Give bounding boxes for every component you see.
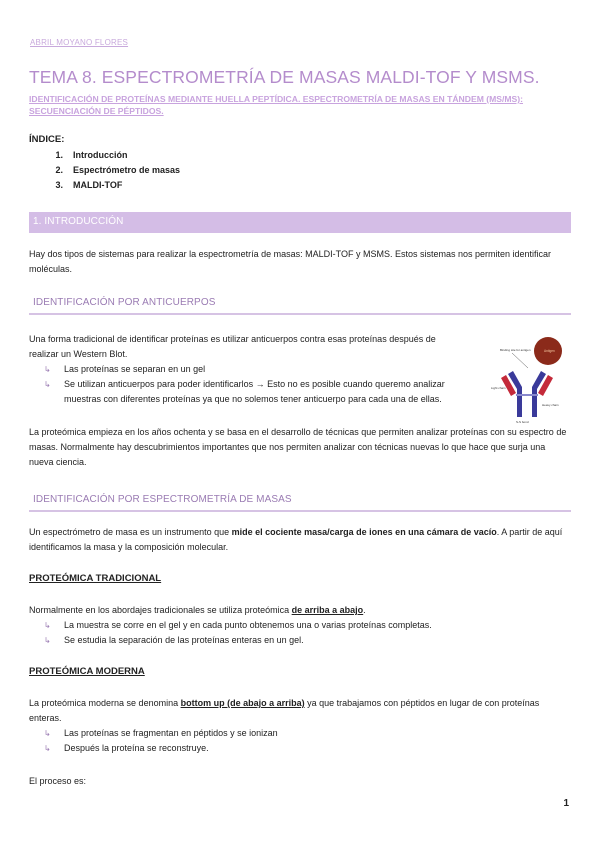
index-item-label: Introducción xyxy=(73,150,128,160)
bullet-arrow-icon: ↳ xyxy=(44,636,51,645)
ss-bond-label: S-S bond xyxy=(516,420,529,424)
page-subtitle: IDENTIFICACIÓN DE PROTEÍNAS MEDIANTE HUELLA PEPTÍDICA. ESPECTROMETRÍA DE MASAS EN TÁNDEM (MS/MS): SECUENCIACIÓN DE PÉPTIDOS. xyxy=(29,94,523,116)
index-item[interactable] xyxy=(29,163,180,178)
anticuerpos-bullets xyxy=(29,362,454,407)
section-heading-introduccion xyxy=(29,212,571,233)
section-heading-label: 1. INTRODUCCIÓN xyxy=(33,216,124,227)
index-list xyxy=(29,148,180,193)
intro-paragraph: Hay dos tipos de sistemas para realizar la espectrometría de masas: MALDI-TOF y MSMS. Estos sistemas nos permiten identificar moléculas. xyxy=(29,249,552,274)
list-item: ↳ Se utilizan anticuerpos para poder identificarlos → Esto no es posible cuando queremo analizar muestras con diferentes proteínas ya que no solemos tener anticuerpo para cada una de ellas. xyxy=(44,379,445,404)
subheading-espectrometria xyxy=(29,490,571,512)
subheading-label: IDENTIFICACIÓN POR ESPECTROMETRÍA DE MASAS xyxy=(33,494,292,505)
heading-proteomica-tradicional: PROTEÓMICA TRADICIONAL xyxy=(29,573,162,584)
author-name: ABRIL MOYANO FLORES xyxy=(30,38,129,47)
list-item: ↳ Después la proteína se reconstruye. xyxy=(29,741,571,756)
index-item-number: 2. xyxy=(55,165,63,175)
page-number: 1 xyxy=(563,798,569,809)
moderna-bullets xyxy=(29,726,571,756)
heading-proteomica-moderna: PROTEÓMICA MODERNA xyxy=(29,666,145,677)
index-item[interactable] xyxy=(29,178,180,193)
page-title: TEMA 8. ESPECTROMETRÍA DE MASAS MALDI-TOF Y MSMS. xyxy=(29,67,540,87)
index-item-number: 1. xyxy=(55,150,63,160)
index-title: ÍNDICE: xyxy=(29,134,65,145)
index-item-number: 3. xyxy=(55,180,63,190)
antibody-diagram-icon xyxy=(472,334,571,425)
index-item-label: Espectrómetro de masas xyxy=(73,165,181,175)
bullet-arrow-icon: ↳ xyxy=(44,380,51,389)
proteomica-paragraph: La proteómica empieza en los años ochenta y se basa en el desarrollo de técnicas que permiten analizar proteínas con su espectro de masas. Normalmente hay descubrimientos importantes que nos permiten analizar con técnicas nuevas lo que hace que surja una nueva ciencia. xyxy=(29,427,567,467)
subheading-label: IDENTIFICACIÓN POR ANTICUERPOS xyxy=(33,297,216,308)
antibody-figure xyxy=(472,334,571,425)
anticuerpos-paragraph: Una forma tradicional de identificar proteínas es utilizar anticuerpos contra esas proteínas después de realizar un Western Blot. xyxy=(29,334,436,359)
closing-paragraph: El proceso es: xyxy=(29,776,87,786)
bullet-arrow-icon: ↳ xyxy=(44,729,51,738)
list-item: ↳ La muestra se corre en el gel y en cada punto obtenemos una o varias proteínas completas. xyxy=(29,618,571,633)
index-item-label: MALDI-TOF xyxy=(73,180,123,190)
list-item: ↳ Las proteínas se fragmentan en péptidos y se ionizan xyxy=(29,726,571,741)
binding-site-label: Binding site for antigen xyxy=(500,348,531,352)
tradicional-paragraph: Normalmente en los abordajes tradicionales se utiliza proteómica de arriba a abajo. xyxy=(29,605,366,615)
light-chain-label: Light chain xyxy=(491,386,506,390)
bullet-arrow-icon: ↳ xyxy=(44,621,51,630)
tradicional-bullets xyxy=(29,618,571,648)
index-item[interactable] xyxy=(29,148,180,163)
espectrometria-paragraph: Un espectrómetro de masa es un instrumento que mide el cociente masa/carga de iones en una cámara de vacío. A partir de aquí identificamos la masa y la composición molecular. xyxy=(29,527,563,552)
list-item: ↳ Se estudia la separación de las proteínas enteras en un gel. xyxy=(29,633,571,648)
moderna-paragraph: La proteómica moderna se denomina bottom up (de abajo a arriba) ya que trabajamos con péptidos en lugar de con proteínas enteras. xyxy=(29,698,540,723)
bullet-arrow-icon: ↳ xyxy=(44,365,51,374)
subheading-anticuerpos xyxy=(29,293,571,315)
bullet-arrow-icon: ↳ xyxy=(44,744,51,753)
heavy-chain-label: Heavy chain xyxy=(542,403,559,407)
list-item: ↳ Las proteínas se separan en un gel xyxy=(29,362,454,377)
antigen-label: Antigen xyxy=(544,349,555,353)
